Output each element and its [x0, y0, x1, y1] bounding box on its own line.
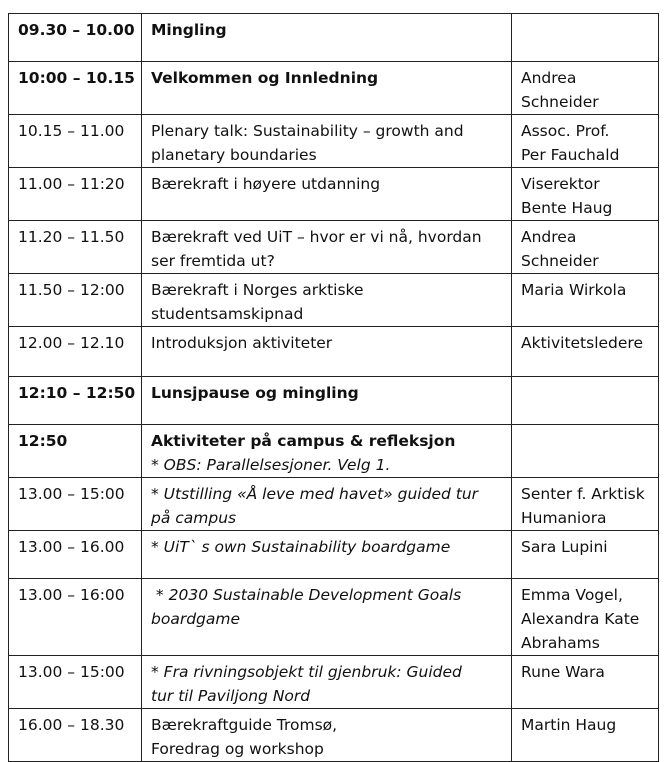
- host-cell: [512, 531, 659, 579]
- time-text: 10:00 – 10.15: [18, 69, 135, 87]
- note-line: * OBS: Parallelsesjoner. Velg 1.: [151, 456, 391, 474]
- title-line: Bærekraftguide Tromsø,: [151, 716, 338, 734]
- time-text: 10.15 – 11.00: [18, 122, 125, 140]
- time-cell: [9, 327, 142, 377]
- host-cell: [512, 377, 659, 425]
- host-line: Viserektor: [521, 175, 600, 193]
- table-row: [9, 62, 659, 115]
- time-text: 11.50 – 12:00: [18, 281, 125, 299]
- title-cell: [142, 62, 512, 115]
- host-line: Rune Wara: [521, 663, 605, 681]
- time-cell: [9, 709, 142, 762]
- host-line: Maria Wirkola: [521, 281, 627, 299]
- time-cell: [9, 478, 142, 531]
- table-row: [9, 531, 659, 579]
- title-line: studentsamskipnad: [151, 305, 304, 323]
- title-line: planetary boundaries: [151, 146, 317, 164]
- program-body: [9, 14, 659, 762]
- time-cell: [9, 377, 142, 425]
- title-cell: [142, 168, 512, 221]
- host-line: Abrahams: [521, 634, 600, 652]
- title-line: Bærekraft i Norges arktiske: [151, 281, 364, 299]
- host-cell: [512, 14, 659, 62]
- time-text: 16.00 – 18.30: [18, 716, 125, 734]
- title-line: Plenary talk: Sustainability – growth and: [151, 122, 464, 140]
- table-row: [9, 115, 659, 168]
- note-line: * 2030 Sustainable Development Goals: [151, 586, 462, 604]
- title-cell: [142, 377, 512, 425]
- title-cell: [142, 425, 512, 478]
- time-text: 11.00 – 11:20: [18, 175, 125, 193]
- title-line: Bærekraft i høyere utdanning: [151, 175, 381, 193]
- time-cell: [9, 221, 142, 274]
- host-line: Andrea: [521, 228, 577, 246]
- title-cell: [142, 221, 512, 274]
- program-table: [8, 13, 659, 762]
- table-row: [9, 168, 659, 221]
- host-line: Alexandra Kate: [521, 610, 640, 628]
- host-line: Bente Haug: [521, 199, 613, 217]
- host-cell: [512, 478, 659, 531]
- title-cell: [142, 531, 512, 579]
- title-line: Velkommen og Innledning: [151, 69, 379, 87]
- time-cell: [9, 274, 142, 327]
- title-cell: [142, 14, 512, 62]
- title-line: Foredrag og workshop: [151, 740, 324, 758]
- host-cell: [512, 274, 659, 327]
- time-cell: [9, 14, 142, 62]
- title-line: Lunsjpause og mingling: [151, 384, 359, 402]
- time-text: 12:10 – 12:50: [18, 384, 136, 402]
- table-row: [9, 478, 659, 531]
- table-row: [9, 656, 659, 709]
- title-cell: [142, 709, 512, 762]
- title-cell: [142, 115, 512, 168]
- time-text: 11.20 – 11.50: [18, 228, 125, 246]
- table-row: [9, 425, 659, 478]
- table-row: [9, 327, 659, 377]
- time-text: 13.00 – 15:00: [18, 485, 125, 503]
- time-cell: [9, 115, 142, 168]
- title-cell: [142, 274, 512, 327]
- table-row: [9, 709, 659, 762]
- title-line: Mingling: [151, 21, 227, 39]
- table-row: [9, 274, 659, 327]
- note-line: * Fra rivningsobjekt til gjenbruk: Guided: [151, 663, 462, 681]
- title-line: ser fremtida ut?: [151, 252, 275, 270]
- time-text: 09.30 – 10.00: [18, 21, 135, 39]
- time-text: 13.00 – 16:00: [18, 586, 125, 604]
- host-line: Humaniora: [521, 509, 607, 527]
- host-cell: [512, 327, 659, 377]
- time-text: 12.00 – 12.10: [18, 334, 125, 352]
- host-cell: [512, 579, 659, 656]
- host-cell: [512, 115, 659, 168]
- host-line: Andrea: [521, 69, 577, 87]
- host-line: Aktivitetsledere: [521, 334, 643, 352]
- host-line: Martin Haug: [521, 716, 617, 734]
- time-text: 12:50: [18, 432, 68, 450]
- note-line: tur til Paviljong Nord: [151, 687, 311, 705]
- title-line: Aktiviteter på campus & refleksjon: [151, 432, 456, 450]
- host-cell: [512, 656, 659, 709]
- title-cell: [142, 656, 512, 709]
- title-line: Introduksjon aktiviteter: [151, 334, 333, 352]
- host-line: Senter f. Arktisk: [521, 485, 645, 503]
- time-text: 13.00 – 16.00: [18, 538, 125, 556]
- title-cell: [142, 579, 512, 656]
- time-cell: [9, 62, 142, 115]
- host-cell: [512, 62, 659, 115]
- host-line: Sara Lupini: [521, 538, 608, 556]
- note-line: på campus: [151, 509, 237, 527]
- table-row: [9, 579, 659, 656]
- table-row: [9, 14, 659, 62]
- host-cell: [512, 425, 659, 478]
- title-line: Bærekraft ved UiT – hvor er vi nå, hvordan: [151, 228, 482, 246]
- note-line: * Utstilling «Å leve med havet» guided tur: [151, 485, 479, 503]
- host-cell: [512, 221, 659, 274]
- time-cell: [9, 168, 142, 221]
- title-cell: [142, 327, 512, 377]
- note-line: * UiT` s own Sustainability boardgame: [151, 538, 451, 556]
- host-line: Per Fauchald: [521, 146, 620, 164]
- note-line: boardgame: [151, 610, 241, 628]
- host-line: Schneider: [521, 93, 599, 111]
- time-cell: [9, 531, 142, 579]
- title-cell: [142, 478, 512, 531]
- time-cell: [9, 656, 142, 709]
- time-text: 13.00 – 15:00: [18, 663, 125, 681]
- host-cell: [512, 709, 659, 762]
- table-row: [9, 377, 659, 425]
- time-cell: [9, 579, 142, 656]
- host-line: Emma Vogel,: [521, 586, 623, 604]
- host-line: Schneider: [521, 252, 599, 270]
- host-line: Assoc. Prof.: [521, 122, 610, 140]
- time-cell: [9, 425, 142, 478]
- table-row: [9, 221, 659, 274]
- host-cell: [512, 168, 659, 221]
